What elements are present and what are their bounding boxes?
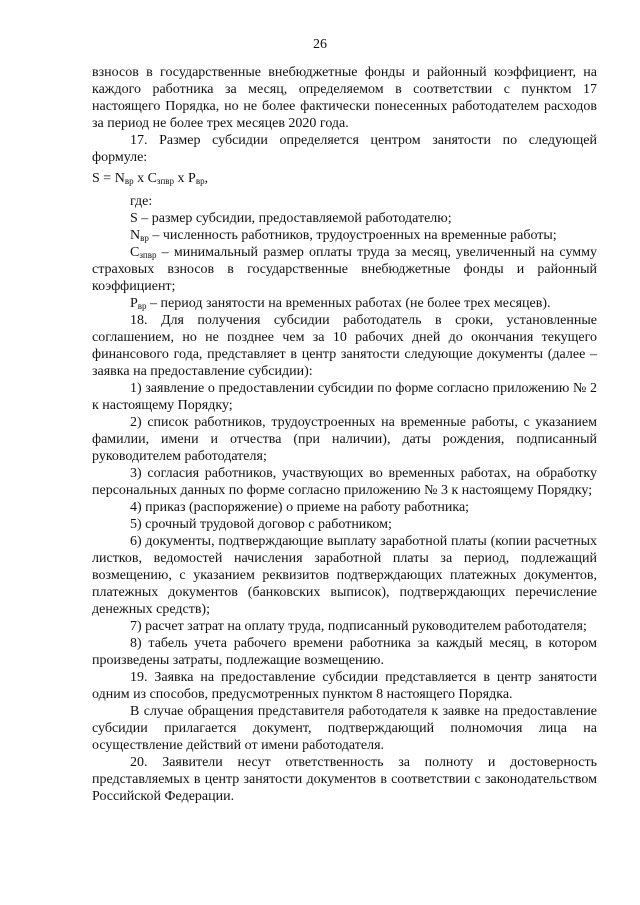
definition-c-symbol: C (130, 245, 140, 260)
formula-times-1: x (133, 171, 148, 186)
definition-n-symbol: N (130, 228, 141, 243)
list-item: 8) табель учета рабочего времени работника за каждый месяц, в котором произведены затраты, подлежащие возмещению. (92, 636, 597, 668)
list-item: 1) заявление о предоставлении субсидии по форме согласно приложению № 2 к настоящему Порядку; (92, 381, 597, 413)
definition-c-subscript: зпвр (139, 250, 157, 260)
definition-c-text: – минимальный размер оплаты труда за месяц, увеличенный на сумму страховых взносов в государственные внебюджетные фонды и районный коэффициент; (92, 245, 597, 294)
formula-c: C (147, 171, 157, 186)
paragraph-19-representative: В случае обращения представителя работодателя к заявке на предоставление субсидии прилагается документ, подтверждающий полномочия лица на осуществление действий от имени работодателя. (92, 704, 597, 753)
paragraph-18: 18. Для получения субсидии работодатель в сроки, установленные соглашением, но не позднее чем за 10 рабочих дней до окончания текущего финансового года, представляет в центр занятости следующие документы (далее – заявка на предоставление субсидии): (92, 313, 597, 379)
definition-s: S – размер субсидии, предоставляемой работодателю; (130, 211, 452, 226)
formula-n-subscript: вр (124, 176, 134, 186)
definition-p (92, 295, 597, 312)
formula-p-subscript: вр (195, 176, 205, 186)
formula-equals: = (99, 171, 115, 186)
definition-c (92, 244, 597, 295)
paragraph-17: 17. Размер субсидии определяется центром занятости по следующей формуле: (92, 133, 597, 165)
paragraph-intro: взносов в государственные внебюджетные фонды и районный коэффициент, на каждого работника за месяц, определяемом в соответствии с пунктом 17 настоящего Порядка, но не более фактически понесенных работодателем расходов за период не более трех месяцев 2020 года. (92, 65, 597, 131)
definition-n-subscript: вр (140, 233, 149, 243)
list-item: 4) приказ (распоряжение) о приеме на работу работника; (130, 500, 470, 515)
list-item: 6) документы, подтверждающие выплату заработной платы (копии расчетных листков, ведомостей начисления заработной платы за период, подлежащий возмещению, с указанием реквизитов подтверждающих платежных документов, платежных документов (банковских выписок), подтверждающих перечисление денежных средств); (92, 534, 597, 617)
definition-p-subscript: вр (137, 301, 147, 311)
document-body (92, 64, 597, 805)
formula-end: , (204, 171, 209, 186)
definition-p-symbol: P (130, 296, 138, 311)
formula-n: N (114, 171, 125, 186)
definition-n (92, 227, 597, 244)
paragraph-20: 20. Заявители несут ответственность за полноту и достоверность представляемых в центр занятости документов в соответствии с законодательством Российской Федерации. (92, 755, 597, 804)
list-item: 7) расчет затрат на оплату труда, подписанный руководителем работодателя; (130, 619, 587, 634)
formula-s: S (92, 171, 100, 186)
formula-c-subscript: зпвр (156, 176, 175, 186)
list-item: 5) срочный трудовой договор с работником; (130, 517, 392, 532)
where-label: где: (130, 194, 153, 209)
formula (92, 170, 597, 187)
formula-times-2: x (174, 171, 189, 186)
paragraph-19: 19. Заявка на предоставление субсидии представляется в центр занятости одним из способов, предусмотренных пунктом 8 настоящего Порядка. (92, 670, 597, 702)
formula-p: P (188, 171, 196, 186)
list-item: 2) список работников, трудоустроенных на временные работы, с указанием фамилии, имени и отчества (при наличии), даты рождения, подписанный руководителем работодателя; (92, 415, 597, 464)
definition-p-text: – период занятости на временных работах (не более трех месяцев). (146, 296, 551, 311)
page-number: 26 (313, 37, 327, 52)
definition-n-text: – численность работников, трудоустроенных на временные работы; (148, 228, 557, 243)
list-item: 3) согласия работников, участвующих во временных работах, на обработку персональных данных по форме согласно приложению № 3 к настоящему Порядку; (92, 466, 597, 498)
